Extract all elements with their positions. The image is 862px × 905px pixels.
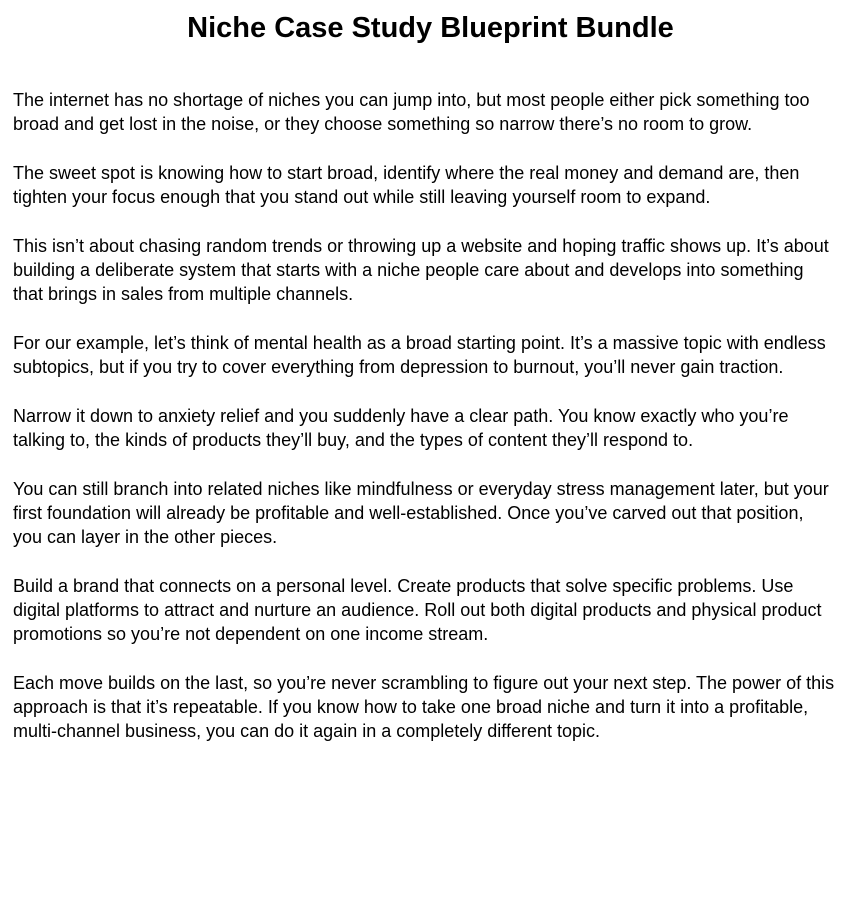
paragraph-repeatable: Each move builds on the last, so you’re never scrambling to figure out your next step. The power of this approach is that it’s repeatable. If you know how to take one broad niche and turn it into a profitable, multi-channel business, you can do it again in a completely different topic. [13, 673, 835, 741]
paragraph-anxiety-relief: Narrow it down to anxiety relief and you suddenly have a clear path. You know exactly who you’re talking to, the kinds of products they’ll buy, and the types of content they’ll respond to. [13, 406, 789, 450]
paragraph-mental-health-example: For our example, let’s think of mental health as a broad starting point. It’s a massive topic with endless subtopics, but if you try to cover everything from depression to burnout, you’ll never gain traction. [13, 333, 826, 377]
page-title: Niche Case Study Blueprint Bundle [187, 12, 674, 44]
document-page [0, 12, 862, 905]
paragraph-sweet-spot: The sweet spot is knowing how to start broad, identify where the real money and demand are, then tighten your focus enough that you stand out while still leaving yourself room to expand. [13, 163, 800, 207]
paragraph-deliberate-system: This isn’t about chasing random trends or throwing up a website and hoping traffic shows up. It’s about building a deliberate system that starts with a niche people care about and develops into something that brings in sales from multiple channels. [13, 236, 829, 304]
paragraph-related-niches: You can still branch into related niches like mindfulness or everyday stress management later, but your first foundation will already be profitable and well-established. Once you’ve carved out that position, you can layer in the other pieces. [13, 479, 829, 547]
paragraph-build-brand: Build a brand that connects on a personal level. Create products that solve specific problems. Use digital platforms to attract and nurture an audience. Roll out both digital products and physical product promotions so you’re not dependent on one income stream. [13, 576, 822, 644]
paragraph-intro: The internet has no shortage of niches you can jump into, but most people either pick something too broad and get lost in the noise, or they choose something so narrow there’s no room to grow. [13, 90, 810, 134]
